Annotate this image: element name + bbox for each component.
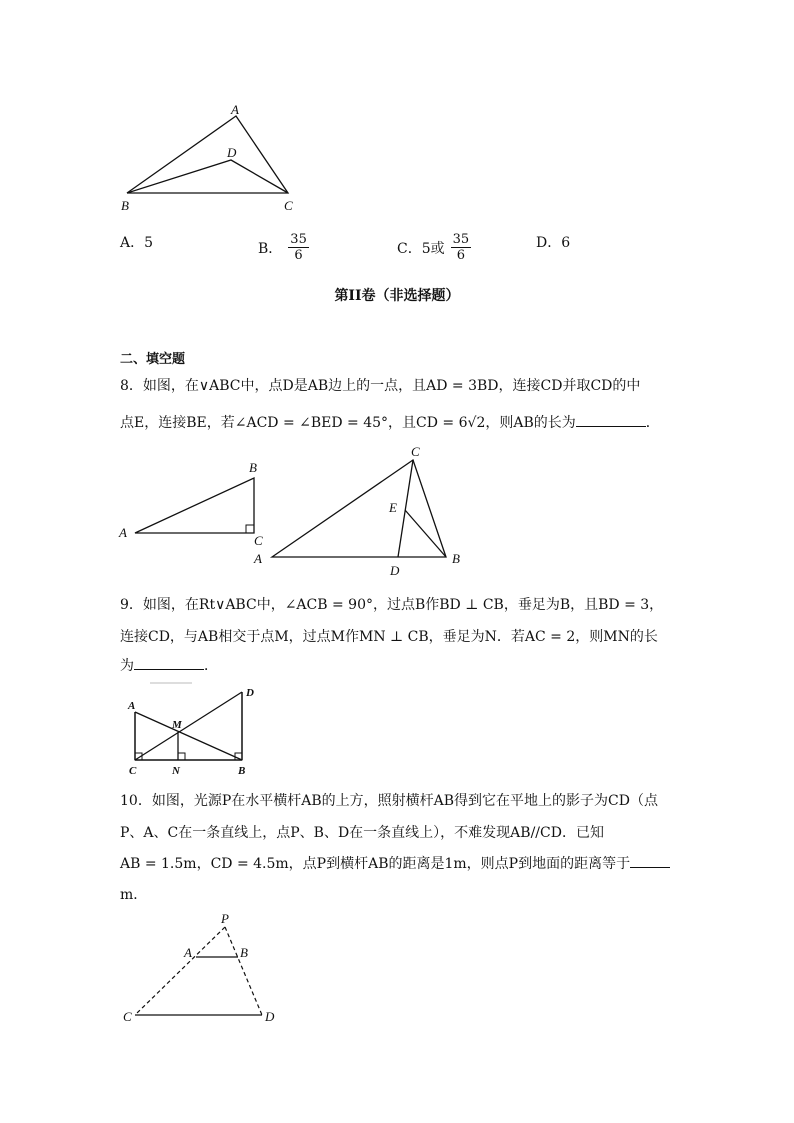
choice-c-fraction xyxy=(451,232,472,263)
choice-b-prefix: B． xyxy=(258,240,283,257)
q10-line2: P、A、C在一条直线上，点P、B、D在一条直线上），不难发现AB//CD．已知 xyxy=(120,825,604,841)
figure-q9 xyxy=(120,680,270,780)
choice-c-prefix: C．5或 xyxy=(397,240,445,257)
q9-line2: 连接CD，与AB相交于点M，过点M作MN ⊥ CB，垂足为N．若AC = 2，则MN的长 xyxy=(120,629,658,645)
q8-line2-end: ． xyxy=(645,415,660,431)
segment-cd xyxy=(135,692,242,760)
triangle-acb-left xyxy=(135,478,254,533)
q9-answer-blank[interactable] xyxy=(134,668,204,670)
label-a: A xyxy=(119,525,127,540)
q10-line1: 10．如图，光源P在水平横杆AB的上方，照射横杆AB得到它在平地上的影子为CD（点 xyxy=(120,793,658,809)
triangle-abc-right xyxy=(272,460,446,557)
section-title: 第II卷（非选择题） xyxy=(334,288,460,304)
choice-c-denominator: 6 xyxy=(456,248,466,263)
q8-line2-text: 点E，连接BE，若∠ACD = ∠BED = 45°，且CD = 6√2，则AB的长为 xyxy=(120,415,576,431)
q10-line4: m． xyxy=(120,887,148,903)
fill-in-heading: 二、填空题 xyxy=(120,352,186,367)
choice-b-numerator: 35 xyxy=(290,232,307,247)
label-p: P xyxy=(221,911,229,926)
figure-q10 xyxy=(115,910,285,1030)
label-c: C xyxy=(129,765,137,777)
label-b: B xyxy=(238,765,246,777)
choice-c-numerator: 35 xyxy=(452,232,470,247)
figure-q7 xyxy=(110,100,310,215)
label-c: C xyxy=(411,444,420,459)
label-c: C xyxy=(254,533,263,548)
q9-line3 xyxy=(120,655,680,675)
label-c: C xyxy=(284,198,293,213)
label-d: D xyxy=(246,687,254,699)
label-e: E xyxy=(389,500,397,515)
choice-a-text: A．5 xyxy=(120,235,154,251)
q9-line1: 9．如图，在Rt∨ABC中，∠ACB = 90°，过点B作BD ⊥ CB，垂足为B，且BD = 3， xyxy=(120,597,664,613)
q9-line3-text: 为 xyxy=(120,658,134,674)
q10-line3-text: AB = 1.5m，CD = 4.5m，点P到横杆AB的距离是1m，则点P到地面的距离等于 xyxy=(120,856,631,872)
triangle-abc xyxy=(127,116,288,193)
segment-pc xyxy=(135,927,225,1015)
choice-b-denominator: 6 xyxy=(294,248,303,263)
label-b: B xyxy=(249,460,257,475)
q9-line3-end: ． xyxy=(204,658,218,674)
label-a: A xyxy=(128,700,136,712)
label-d: D xyxy=(227,145,237,160)
label-a: A xyxy=(254,551,262,566)
choice-c[interactable] xyxy=(397,232,471,263)
segment-cd xyxy=(398,460,413,557)
segment-be xyxy=(405,510,446,557)
label-a: A xyxy=(184,945,192,960)
label-b: B xyxy=(121,198,129,213)
q10-answer-blank[interactable] xyxy=(630,866,670,868)
label-b: B xyxy=(240,945,248,960)
segment-pd xyxy=(225,927,262,1015)
q8-answer-blank[interactable] xyxy=(576,425,646,427)
label-n: N xyxy=(172,765,180,777)
label-c: C xyxy=(123,1009,132,1024)
label-a: A xyxy=(231,102,239,117)
label-d: D xyxy=(390,563,400,578)
choice-a[interactable] xyxy=(120,232,153,252)
choice-b-fraction xyxy=(288,232,309,263)
q10-line3 xyxy=(120,853,680,873)
figure-q8-right xyxy=(250,440,470,580)
segment-ab xyxy=(135,712,242,760)
choice-b[interactable] xyxy=(258,232,309,263)
choice-d[interactable] xyxy=(536,232,570,252)
label-d: D xyxy=(265,1009,275,1024)
label-b: B xyxy=(452,551,460,566)
label-m: M xyxy=(172,719,182,731)
q8-line1: 8．如图，在∨ABC中，点D是AB边上的一点，且AD = 3BD，连接CD并取CD的中 xyxy=(120,378,641,394)
right-angle-n xyxy=(178,753,185,760)
choice-d-text: D．6 xyxy=(536,235,571,251)
q8-line2 xyxy=(120,412,680,432)
